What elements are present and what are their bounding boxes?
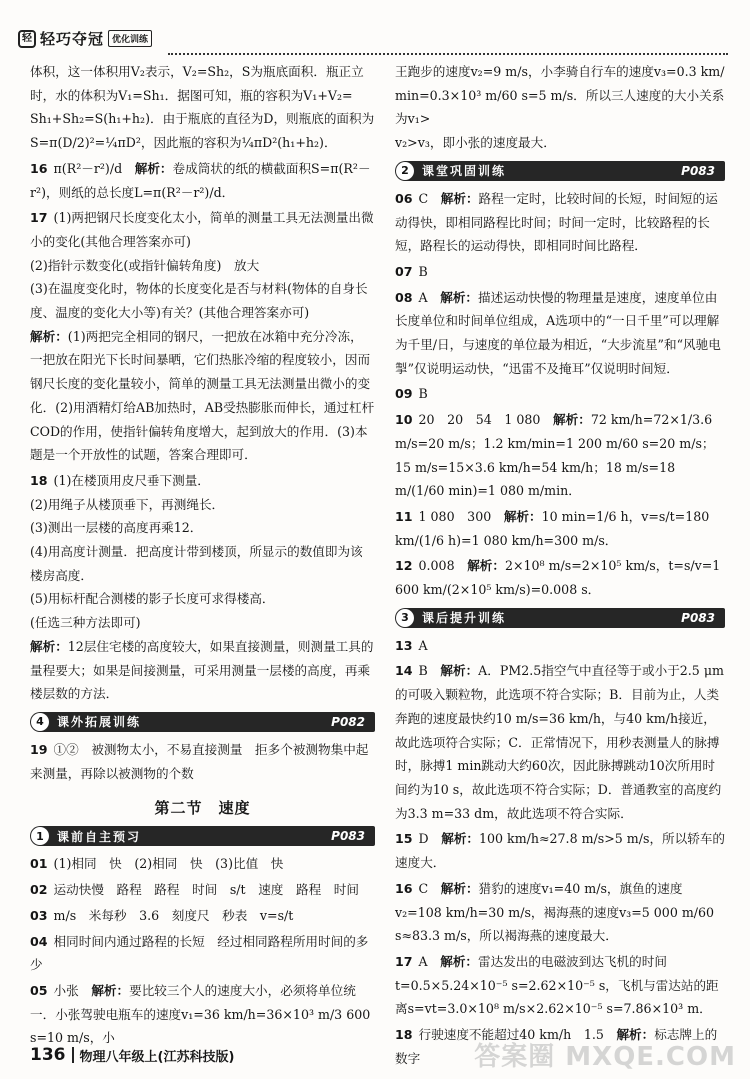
section-page-ref: P083 [331, 829, 365, 844]
analysis-text: A．PM2.5指空气中直径等于或小于2.5 μm的可吸入颗粒物，此选项不符合实际；B．目前为止，人类奔跑的速度最快约10 m/s=36 km/h，与40 km/h接近，故此选项符合实际；C．正常情况下，用秒表测量人的脉搏时，脉搏1 min跳动大约60次，因此脉搏跳动10次所用时间约为10 s，故此选项不符合实际；D．普通教室的高度约为3.3 m=33 dm，故此选项不符合实际． [395, 663, 724, 821]
analysis-label: 解析： [91, 982, 130, 998]
section-number-badge: 1 [31, 827, 49, 845]
analysis-label: 解析： [440, 953, 479, 969]
analysis-label: 解析： [503, 508, 542, 524]
answer-line: (1)在楼顶用皮尺垂下测量． [53, 472, 210, 488]
answer-line: (2)用绳子从楼顶垂下，再测绳长． [30, 496, 225, 512]
analysis-text: 路程一定时，比较时间的长短，时间短的运动得快，即相同路程比时间；时间一定时，比较路程的长短，路程长的运动得快，即相同时间比路程． [395, 190, 718, 254]
question-number: 19 [30, 741, 48, 757]
section-page-ref: P082 [331, 714, 365, 729]
analysis-text: (1)两把完全相同的钢尺，一把放在冰箱中充分冷冻，一把放在阳光下长时间暴晒，它们热胀冷缩的程度较小，因而钢尺长度的变化量较小，简单的测量工具无法测量出微小的变化．(2)用酒精灯给AB加热时，AB受热膨胀而伸长，通过杠杆COD的作用，使指针偏转角度增大，起到放大的作用．(3)本题是一个开放性的试题，答案合理即可． [30, 328, 375, 463]
analysis-text: 猎豹的速度v₁=40 m/s，旗鱼的速度v₂=108 km/h=30 m/s，褐海燕的速度v₃=5 000 m/60 s≈83.3 m/s，所以褐海燕的速度最大． [395, 880, 715, 944]
answer-08 [395, 286, 725, 381]
answer-line: (4)用高度计测量．把高度计带到楼顶，所显示的数值即为该楼房高度． [30, 544, 363, 583]
analysis-text: 72 km/h=72×1/3.6 m/s=20 m/s；1.2 km/min=1 200 m/60 s=20 m/s；15 m/s=15×3.6 km/h=54 km/h；18 m/s=18 m/(1/60 min)=1 080 m/min． [395, 412, 715, 499]
analysis-label: 解析： [30, 638, 68, 654]
question-number: 11 [395, 508, 413, 524]
answer-line: (5)用标杆配合测楼的影子长度可求得楼高． [30, 591, 275, 607]
answer-06 [395, 187, 725, 258]
answer-text: 0.008 [418, 558, 455, 574]
question-number: 17 [395, 953, 413, 969]
analysis-label: 解析： [440, 880, 479, 896]
answer-02 [30, 878, 375, 902]
answer-line: (任选三种方法即可) [30, 615, 141, 631]
answer-line: (3)在温度变化时，物体的长度变化是否与材料(物体的自身长度、温度的变化大小等)有关？(其他合理答案亦可) [30, 281, 368, 321]
page-number: 136 [30, 1045, 66, 1065]
question-number: 09 [395, 386, 413, 402]
section-bar-classroom [395, 161, 725, 181]
analysis-label: 解析： [134, 160, 173, 176]
analysis-text: 10 min=1/6 h，v=s/t=180 km/(1/6 h)=1 080 km/h=300 m/s． [395, 508, 710, 548]
section-title: 课外拓展训练 [57, 715, 142, 730]
question-number: 06 [395, 190, 413, 206]
analysis-label: 解析： [30, 328, 68, 344]
analysis-text: 要比较三个人的速度大小，必须将单位统一．小张驾驶电瓶车的速度v₁=36 km/h=36×10³ m/3 600 s=10 m/s，小 [30, 982, 371, 1046]
q05-continuation-line: min=0.3×10³ m/60 s=5 m/s．所以三人速度的大小关系为v₁> [395, 87, 725, 127]
answer-text: A [418, 953, 428, 969]
book-title: 物理八年级上(江苏科技版) [79, 1049, 235, 1065]
header-rule [168, 53, 728, 55]
answer-line: (3)测出一层楼的高度再乘12． [30, 520, 203, 536]
answer-03 [30, 904, 375, 928]
q05-continuation-line: 王跑步的速度v₂=9 m/s，小李骑自行车的速度v₃=0.3 km/ [395, 64, 725, 79]
answer-07 [395, 260, 725, 284]
answer-11 [395, 505, 725, 552]
question-number: 10 [395, 412, 413, 428]
question-number: 12 [395, 558, 413, 574]
answer-text: 相同时间内通过路程的长短 经过相同路程所用时间的多少 [30, 933, 369, 973]
question-number: 08 [395, 289, 413, 305]
analysis-text: 卷成筒状的纸的横截面积S=π(R²－r²)，则纸的总长度L=π(R²－r²)/d． [30, 160, 371, 200]
question-number: 18 [30, 472, 48, 488]
answer-16 [30, 157, 375, 204]
question-number: 13 [395, 637, 413, 653]
section-page-ref: P083 [681, 163, 715, 178]
answer-text: B [418, 386, 428, 402]
section-number-badge: 2 [396, 162, 414, 180]
analysis-label: 解析： [616, 1027, 655, 1043]
question-number: 02 [30, 882, 48, 898]
brand-logo-icon: 轻 [18, 30, 36, 48]
answer-text: 小张 [53, 982, 79, 998]
left-column [30, 60, 375, 1050]
analysis-label: 解析： [440, 663, 479, 679]
question-number: 14 [395, 663, 413, 679]
section-heading: 第二节 速度 [154, 799, 251, 818]
question-number: 18 [395, 1027, 413, 1043]
section-title: 课后提升训练 [422, 611, 507, 626]
analysis-text: 100 km/h≈27.8 m/s>5 m/s，所以轿车的速度大． [395, 831, 726, 871]
answer-text: A [418, 289, 428, 305]
question-number: 07 [395, 263, 413, 279]
question-number: 04 [30, 933, 48, 949]
section-number-badge: 3 [396, 609, 414, 627]
question-number: 16 [395, 880, 413, 896]
section-bar-preview [30, 826, 375, 846]
answer-text: D [418, 831, 429, 847]
right-column [395, 60, 725, 1070]
answer-14 [395, 659, 725, 825]
section-page-ref: P083 [681, 610, 715, 625]
section-bar-after-class [395, 608, 725, 628]
answer-05 [30, 979, 375, 1050]
answer-19 [30, 738, 375, 785]
answer-text: π(R²－r²)/d [53, 160, 123, 176]
answer-04 [30, 930, 375, 977]
section-title: 课前自主预习 [57, 829, 142, 844]
watermark: 答案圈 MXQE.COM [474, 1042, 736, 1072]
answer-13 [395, 634, 725, 658]
question-number: 17 [30, 210, 48, 226]
question-number: 15 [395, 831, 413, 847]
q15-continuation-line: Sh₁+Sh₂=S(h₁+h₂)．由于瓶底的直径为D，则瓶底的面积为 [30, 111, 375, 127]
answer-text: 1 080 300 [418, 508, 492, 524]
q15-continuation-line: S=π(D/2)²=¼πD²，因此瓶的容积为¼πD²(h₁+h₂)． [30, 135, 337, 151]
brand-title: 轻巧夺冠 [40, 30, 105, 48]
answer-17b [395, 950, 725, 1021]
answer-line: (1)两把钢尺长度变化太小，简单的测量工具无法测量出微小的变化(其他合理答案亦可) [30, 210, 374, 249]
analysis-text: 2×10⁸ m/s=2×10⁵ km/s，t=s/v=1 600 km/(2×10⁵ km/s)=0.008 s． [395, 558, 721, 598]
answer-text: (1)相同 快 (2)相同 快 (3)比值 快 [53, 856, 284, 872]
analysis-label: 解析： [553, 412, 591, 428]
analysis-text: 标志牌上的数字 [395, 1027, 718, 1066]
answer-text: m/s 米每秒 3.6 刻度尺 秒表 v=s/t [53, 907, 294, 923]
answer-17 [30, 206, 375, 467]
answer-10 [395, 408, 725, 503]
answer-text: A [418, 637, 428, 653]
answer-12 [395, 554, 725, 601]
page-footer [30, 1045, 234, 1065]
answer-text: 运动快慢 路程 路程 时间 s/t 速度 路程 时间 [53, 882, 359, 898]
answer-text: C [418, 880, 429, 896]
answer-15 [395, 827, 725, 874]
question-number: 01 [30, 856, 48, 872]
analysis-label: 解析： [441, 831, 480, 847]
analysis-text: 12层住宅楼的高度较大，如果直接测量，则测量工具的量程要大；如果是间接测量，可采用测量一层楼的高度，再乘楼层数的方法． [30, 638, 374, 702]
answer-18 [30, 469, 375, 706]
question-number: 03 [30, 907, 48, 923]
section-title: 课堂巩固训练 [422, 164, 507, 179]
answer-text: ①② 被测物太小，不易直接测量 拒多个被测物集中起来测量，再除以被测物的个数 [30, 741, 369, 781]
brand-tag: 优化训练 [108, 30, 152, 47]
footer-divider [72, 1047, 74, 1063]
section-bar-extension [30, 712, 375, 732]
answer-text: B [418, 263, 428, 279]
analysis-text: 描述运动快慢的物理量是速度，速度单位由长度单位和时间单位组成，A选项中的“一日千里”可以理解为千里/日，与速度的单位最为相近，“大步流星”和“风驰电掣”仅说明运动快，“迅雷不及掩耳”仅说明时间短． [395, 289, 721, 376]
answer-line: (2)指针示数变化(或指针偏转角度) 放大 [30, 257, 260, 273]
answer-text: 行驶速度不能超过40 km/h 1.5 [418, 1027, 604, 1043]
answer-09 [395, 382, 725, 406]
question-number: 16 [30, 160, 48, 176]
answer-16b [395, 877, 725, 948]
analysis-label: 解析： [467, 558, 505, 574]
answer-text: C [418, 190, 429, 206]
analysis-label: 解析： [440, 289, 479, 305]
answer-01 [30, 852, 375, 876]
question-number: 05 [30, 982, 48, 998]
analysis-label: 解析： [440, 190, 479, 206]
answer-text: 20 20 54 1 080 [418, 412, 541, 428]
section-number-badge: 4 [31, 713, 49, 731]
analysis-text: 雷达发出的电磁波到达飞机的时间t=0.5×5.24×10⁻⁵ s=2.62×10⁻⁵ s，飞机与雷达站的距离s=vt=3.0×10⁸ m/s×2.62×10⁻⁵ s=7.86×10³ m． [395, 953, 719, 1017]
q15-continuation-line: 时，水的体积为V₁=Sh₁．据图可知，瓶的容积为V₁+V₂= [30, 87, 353, 103]
header-brand [18, 28, 152, 49]
answer-text: B [418, 663, 428, 679]
q05-continuation-line: v₂>v₃，即小张的速度最大． [395, 135, 556, 151]
q15-continuation-line: 体积，这一体积用V₂表示，V₂=Sh₂，S为瓶底面积．瓶正立 [30, 64, 364, 79]
